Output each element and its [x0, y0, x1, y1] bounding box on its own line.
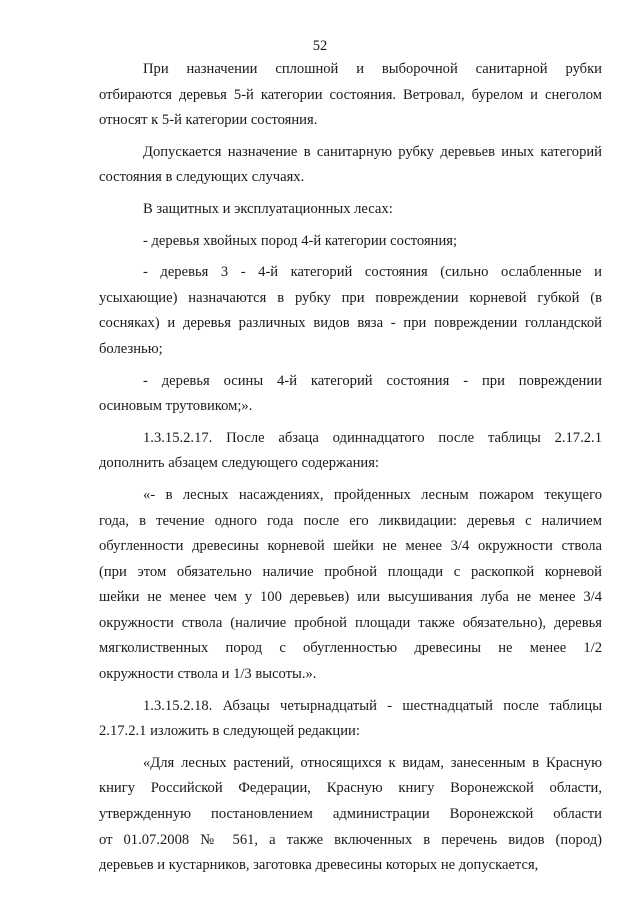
text-line: - деревья осины 4-й категорий состояния - при повреждении — [143, 372, 602, 389]
text-line: отбираются деревья 5-й категории состояния. Ветровал, бурелом и снеголом — [99, 86, 602, 103]
text-line: 1.3.15.2.17. После абзаца одиннадцатого после таблицы 2.17.2.1 — [143, 429, 602, 446]
text-line: сосняках) и деревья различных видов вяза - при повреждении голландской — [99, 315, 602, 332]
text-line: 2.17.2.1 изложить в следующей редакции: — [99, 723, 360, 740]
text-line: «- в лесных насаждениях, пройденных лесным пожаром текущего — [143, 486, 602, 503]
text-line: осиновым трутовиком;». — [99, 398, 253, 415]
text-line: окружности ствола и 1/3 высоты.». — [99, 666, 317, 683]
text-line: окружности ствола (наличие пробной площади также обязательно), деревья — [99, 614, 602, 631]
text-line: болезнью; — [99, 340, 163, 357]
text-line: Допускается назначение в санитарную рубку деревьев иных категорий — [143, 143, 602, 160]
paragraph — [99, 140, 602, 191]
text-line: - деревья хвойных пород 4-й категории состояния; — [143, 232, 458, 249]
paragraph — [99, 694, 602, 745]
text-line: мягколиственных пород с обугленностью древесины не менее 1/2 — [99, 640, 602, 657]
text-line: 1.3.15.2.18. Абзацы четырнадцатый - шестнадцатый после таблицы — [143, 697, 602, 714]
text-line: При назначении сплошной и выборочной санитарной рубки — [143, 61, 602, 77]
paragraph — [99, 57, 602, 134]
page-number: 52 — [312, 38, 328, 54]
paragraph — [99, 426, 602, 477]
text-line: шейки не менее чем у 100 деревьев) или высушивания луба не менее 3/4 — [99, 589, 602, 606]
paragraph — [99, 260, 602, 362]
paragraph — [99, 369, 602, 420]
text-line: от 01.07.2008 № 561, а также включенных в перечень видов (пород) — [99, 831, 602, 848]
text-line: деревьев и кустарников, заготовка древесины которых не допускается, — [99, 857, 539, 874]
paragraph — [99, 229, 602, 255]
paragraph — [99, 751, 602, 879]
text-line: - деревья 3 - 4-й категорий состояния (сильно ослабленные и — [143, 264, 602, 281]
paragraph — [99, 197, 602, 223]
text-line: утвержденную постановлением администрации Воронежской области — [99, 806, 602, 823]
document-body — [99, 57, 602, 879]
text-line: года, в течение одного года после его ликвидации: деревья с наличием — [99, 512, 602, 529]
paragraph — [99, 483, 602, 688]
text-line: обугленности древесины корневой шейки не менее 3/4 окружности ствола — [99, 538, 602, 555]
text-line: дополнить абзацем следующего содержания: — [99, 455, 379, 472]
text-line: «Для лесных растений, относящихся к видам, занесенным в Красную — [143, 754, 602, 771]
text-line: состояния в следующих случаях. — [99, 169, 305, 186]
text-line: усыхающие) назначаются в рубку при повреждении корневой губкой (в — [99, 289, 602, 306]
text-line: (при этом обязательно наличие пробной площади с раскопкой корневой — [99, 563, 602, 580]
text-line: книгу Российской Федерации, Красную книгу Воронежской области, — [99, 780, 602, 797]
text-line: относят к 5-й категории состояния. — [99, 112, 318, 129]
text-line: В защитных и эксплуатационных лесах: — [143, 200, 393, 217]
